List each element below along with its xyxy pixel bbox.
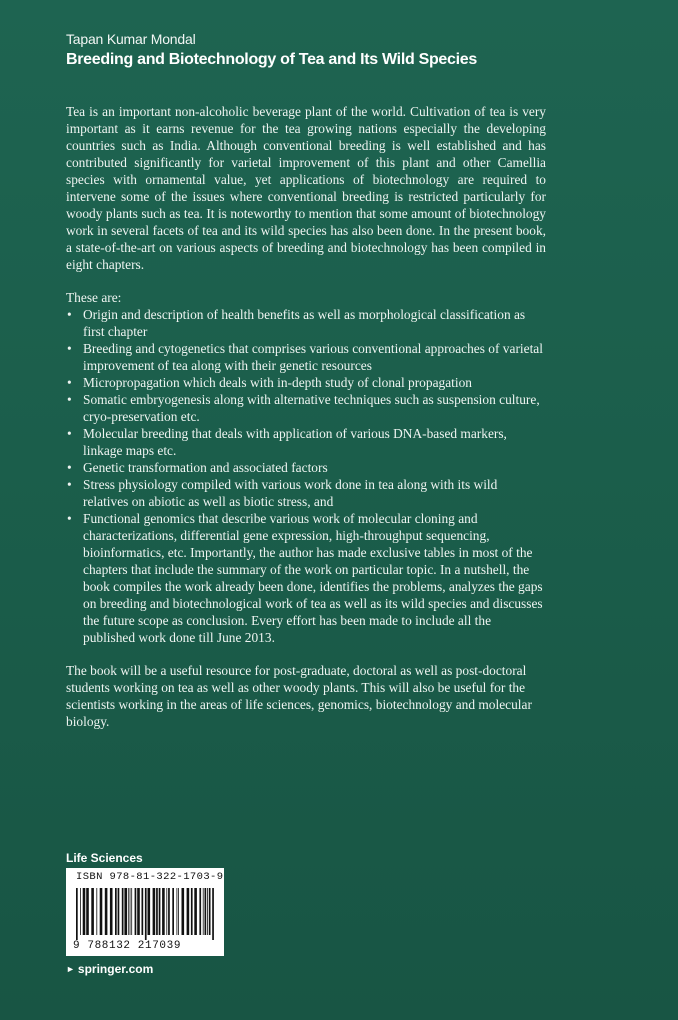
barcode-bar [110, 888, 113, 935]
barcode-bar [100, 888, 103, 935]
barcode-bar [96, 888, 97, 935]
barcode-bar [159, 888, 161, 935]
barcode-bar [130, 888, 131, 935]
barcode-bar [166, 888, 167, 935]
barcode-bar [135, 888, 137, 935]
barcode-bar [86, 888, 89, 935]
barcode-bar [182, 888, 185, 935]
barcode-bar [187, 888, 190, 935]
barcode-bar [145, 888, 147, 940]
list-item: • Somatic embryogenesis along with alternative techniques such as suspension culture, cryo-preservation etc. [66, 391, 546, 425]
barcode-bar [205, 888, 207, 935]
barcode-bar [191, 888, 193, 935]
isbn-barcode [66, 868, 224, 956]
book-title: Breeding and Biotechnology of Tea and Its Wild Species [66, 51, 477, 68]
barcode-bar [156, 888, 158, 935]
barcode-bar [194, 888, 197, 935]
list-item: • Stress physiology compiled with various work done in tea along with its wild relatives on abiotic as well as biotic stress, and [66, 476, 546, 510]
barcode-bar [153, 888, 156, 935]
barcode-bar [91, 888, 94, 935]
barcode-bar [137, 888, 140, 935]
barcode-bar [83, 888, 86, 935]
barcode-digits: 9 788132 217039 [73, 940, 182, 952]
list-item: • Breeding and cytogenetics that comprises various conventional approaches of varietal improvement of tea along with their genetic resources [66, 340, 546, 374]
chapter-list [66, 306, 546, 646]
arrow-icon: ► [66, 964, 75, 974]
closing-paragraph: The book will be a useful resource for post-graduate, doctoral as well as post-doctoral students working on tea as well as other woody plants. This will also be useful for the scientists working in the areas of life sciences, genomics, biotechnology and molecular biology. [66, 663, 532, 729]
barcode-bar [118, 888, 120, 935]
barcode-bar [122, 888, 124, 935]
barcode-bar [199, 888, 201, 935]
barcode-bar [162, 888, 165, 935]
barcode-bar [142, 888, 144, 935]
intro-paragraph: Tea is an important non-alcoholic beverage plant of the world. Cultivation of tea is very important as it earns revenue for the tea growing nations especially the developing countries such as India. Although conventional breeding is well established and has contributed significantly for varietal improvement of this plant and other Camellia species with ornamental value, yet applications of biotechnology are required to intervene some of the issues where conventional breeding is restricted particularly for woody plants such as tea. It is noteworthy to mention that some amount of biotechnology work in several facets of tea and its wild species has also been done. In the present book, a state-of-the-art on various aspects of breeding and biotechnology has been compiled in eight chapters. [66, 104, 546, 272]
barcode-bar [172, 888, 174, 935]
barcode-bar [209, 888, 211, 935]
list-item: • Molecular breeding that deals with application of various DNA-based markers, linkage maps etc. [66, 425, 546, 459]
barcode-bar [128, 888, 129, 935]
list-intro: These are: [66, 290, 122, 305]
subject-category: Life Sciences [66, 851, 143, 865]
list-item: • Micropropagation which deals with in-depth study of clonal propagation [66, 374, 546, 391]
barcode-bar [168, 888, 170, 935]
list-item: • Genetic transformation and associated factors [66, 459, 546, 476]
website-label: springer.com [77, 962, 154, 976]
list-item: • Origin and description of health benefits as well as morphological classification as first chapter [66, 306, 546, 340]
barcode-bar [177, 888, 178, 935]
list-item: • Functional genomics that describe various work of molecular cloning and characterizations, differential gene expression, high-throughput sequencing, bioinformatics, etc. Importantly, the author has made exclusive tables in most of the chapters that include the summary of the work on particular topic. In a nutshell, the book compiles the work already been done, identifies the problems, analyzes the gaps on breeding and biotechnological work of tea as well as its wild species and discusses the future scope as conclusion. Every effort has been made to include all the published work done till June 2013. [66, 510, 546, 646]
isbn-label: ISBN 978-81-322-1703-9 [76, 871, 224, 883]
barcode-bar [131, 888, 132, 935]
publisher-website[interactable] [66, 962, 153, 976]
book-description [66, 103, 546, 730]
barcode-bar [76, 888, 78, 940]
barcode-bar [203, 888, 204, 935]
barcode-bar [212, 888, 214, 940]
barcode-bar [148, 888, 151, 935]
barcode-bar [105, 888, 108, 935]
barcode-bar [178, 888, 179, 935]
barcode-bar [80, 888, 81, 935]
barcode-bar [124, 888, 127, 935]
author-name: Tapan Kumar Mondal [66, 31, 196, 47]
barcode-bar [115, 888, 117, 935]
barcode-bars [75, 888, 215, 940]
barcode-bar [207, 888, 208, 935]
